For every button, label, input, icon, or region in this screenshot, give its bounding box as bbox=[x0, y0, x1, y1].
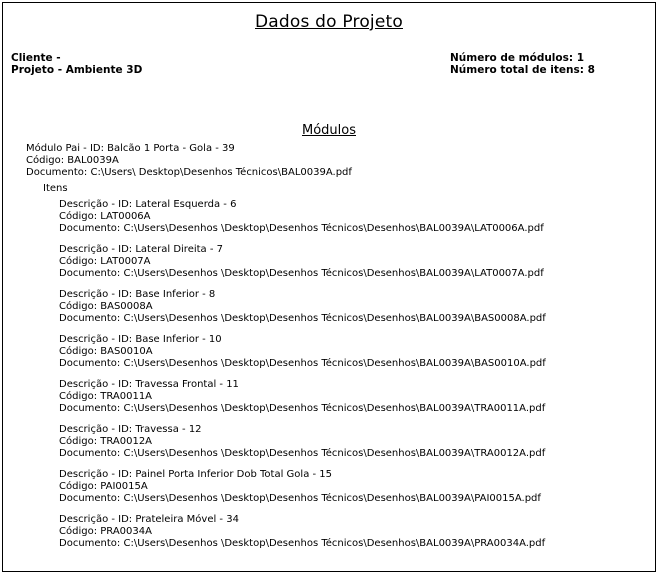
item-documento: Documento: C:\Users\Desenhos \Desktop\Desenhos Técnicos\Desenhos\BAL0039A\LAT0006A.pdf bbox=[59, 223, 544, 234]
page-title: Dados do Projeto bbox=[255, 12, 403, 32]
item-documento: Documento: C:\Users\Desenhos \Desktop\Desenhos Técnicos\Desenhos\BAL0039A\BAS0010A.pdf bbox=[59, 358, 546, 369]
item-descricao: Descrição - ID: Base Inferior - 10 bbox=[59, 334, 222, 345]
item-descricao: Descrição - ID: Travessa Frontal - 11 bbox=[59, 379, 239, 390]
item-documento: Documento: C:\Users\Desenhos \Desktop\Desenhos Técnicos\Desenhos\BAL0039A\PAI0015A.pdf bbox=[59, 493, 541, 504]
item-documento: Documento: C:\Users\Desenhos \Desktop\Desenhos Técnicos\Desenhos\BAL0039A\BAS0008A.pdf bbox=[59, 313, 546, 324]
item-codigo: Código: TRA0012A bbox=[59, 436, 153, 447]
projeto-label: Projeto - Ambiente 3D bbox=[11, 64, 143, 76]
item-codigo: Código: LAT0006A bbox=[59, 211, 151, 222]
item-descricao: Descrição - ID: Lateral Direita - 7 bbox=[59, 244, 224, 255]
report-page bbox=[2, 2, 656, 572]
item-codigo: Código: BAS0008A bbox=[59, 301, 153, 312]
cliente-label: Cliente - bbox=[11, 52, 61, 64]
item-codigo: Código: PRA0034A bbox=[59, 526, 152, 537]
item-codigo: Código: TRA0011A bbox=[59, 391, 153, 402]
item-documento: Documento: C:\Users\Desenhos \Desktop\Desenhos Técnicos\Desenhos\BAL0039A\TRA0011A.pdf bbox=[59, 403, 546, 414]
item-documento: Documento: C:\Users\Desenhos \Desktop\Desenhos Técnicos\Desenhos\BAL0039A\TRA0012A.pdf bbox=[59, 448, 546, 459]
itens-label: Itens bbox=[43, 183, 68, 194]
modulo-codigo: Código: BAL0039A bbox=[26, 155, 119, 166]
num-modulos-label: Número de módulos: 1 bbox=[450, 52, 585, 64]
item-codigo: Código: LAT0007A bbox=[59, 256, 151, 267]
item-descricao: Descrição - ID: Base Inferior - 8 bbox=[59, 289, 216, 300]
item-descricao: Descrição - ID: Travessa - 12 bbox=[59, 424, 202, 435]
modulos-title: Módulos bbox=[302, 123, 356, 138]
item-descricao: Descrição - ID: Painel Porta Inferior Dob Total Gola - 15 bbox=[59, 469, 333, 480]
item-codigo: Código: PAI0015A bbox=[59, 481, 148, 492]
modulo-pai: Módulo Pai - ID: Balcão 1 Porta - Gola - 39 bbox=[26, 143, 235, 154]
item-documento: Documento: C:\Users\Desenhos \Desktop\Desenhos Técnicos\Desenhos\BAL0039A\LAT0007A.pdf bbox=[59, 268, 544, 279]
item-documento: Documento: C:\Users\Desenhos \Desktop\Desenhos Técnicos\Desenhos\BAL0039A\PRA0034A.pdf bbox=[59, 538, 546, 549]
item-descricao: Descrição - ID: Prateleira Móvel - 34 bbox=[59, 514, 239, 525]
num-itens-label: Número total de itens: 8 bbox=[450, 64, 595, 76]
item-descricao: Descrição - ID: Lateral Esquerda - 6 bbox=[59, 199, 237, 210]
modulo-documento: Documento: C:\Users\ Desktop\Desenhos Técnicos\BAL0039A.pdf bbox=[26, 167, 352, 178]
item-codigo: Código: BAS0010A bbox=[59, 346, 153, 357]
